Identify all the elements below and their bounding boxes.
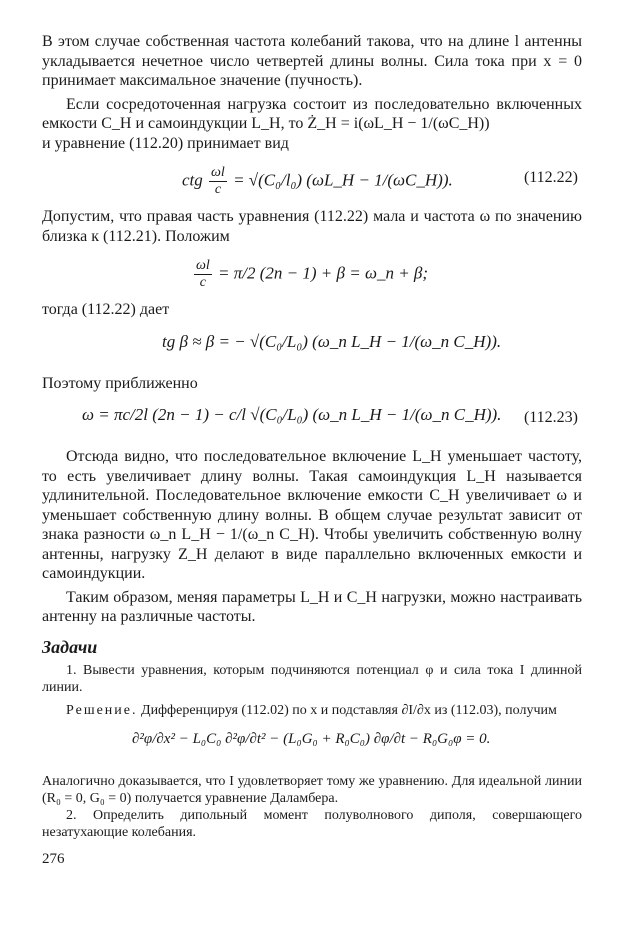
solution-label: Решение. — [66, 702, 138, 718]
paragraph-7: Таким образом, меняя параметры L_H и C_H нагрузки, можно настраивать антенну на различные частоты. — [42, 588, 583, 625]
eq1-label: (112.22) — [523, 169, 578, 186]
equation-omega-l — [42, 250, 582, 296]
page-number: 276 — [42, 850, 65, 867]
eq2-numerator: ωl — [196, 258, 210, 273]
equation-112-23 — [42, 397, 582, 443]
task-2: 2. Определить дипольный момент полуволнового диполя, совершающего незатухающие колебания. — [42, 807, 582, 840]
solution — [42, 702, 582, 719]
paragraph-6: Отсюда видно, что последовательное включение L_H уменьшает частоту, то есть увеличивает длину волны. Такая самоиндукция L_H называется удлинительной. Последовательное включение емкости C_H увеличивает ω и уменьшает собственную длину волны. В общем случае результат зависит от знака разности ω_n L_H − 1/(ω_n C_H). Чтобы увеличить собственную волну антенны, нагрузку Z_H делают в виде параллельно включенных емкости и самоиндукции. — [42, 448, 582, 582]
eq1-numerator: ωl — [211, 165, 225, 180]
paragraph-3: Допустим, что правая часть уравнения (112.22) мала и частота ω по значению близка к (112.21). Положим — [42, 208, 582, 245]
eq2-rhs: = π/2 (2n − 1) + β = ω_n + β; — [218, 263, 429, 283]
eq4-text: ω = πc/2l (2n − 1) − c/l √(C₀/L₀) (ω_n L_H − 1/(ω_n C_H)). — [82, 405, 502, 424]
eq1-denominator: c — [214, 182, 222, 197]
paragraph-4: тогда (112.22) дает — [42, 301, 170, 318]
eq2-denominator: c — [199, 275, 206, 290]
task-1: 1. Вывести уравнения, которым подчиняются потенциал φ и сила тока I длинной линии. — [42, 662, 582, 695]
solution-text: Дифференцируя (112.02) по x и подставляя ∂I/∂x из (112.03), получим — [141, 702, 557, 718]
eq5-text: ∂²φ/∂x² − L₀C₀ ∂²φ/∂t² − (L₀G₀ + R₀C₀) ∂φ/∂t − R₀G₀φ = 0. — [132, 730, 491, 747]
eq3-text: tg β ≈ β = − √(C₀/L₀) (ω_n L_H − 1/(ω_n C_H)). — [162, 331, 502, 351]
paragraph-8: Аналогично доказывается, что I удовлетворяет тому же уравнению. Для идеальной линии (R₀ = 0, G₀ = 0) получается уравнение Даламбера. — [42, 773, 582, 806]
page-body — [42, 32, 582, 868]
paragraph-1: В этом случае собственная частота колебаний такова, что на длине l антенны укладывается нечетное число четвертей длины волны. Сила тока при x = 0 принимает максимальное значение (пучность). — [42, 33, 582, 89]
eq1-ctg: ctg — [182, 170, 203, 190]
paragraph-5: Поэтому приближенно — [42, 374, 198, 392]
eq4-label: (112.23) — [523, 409, 578, 426]
paragraph-2b: и уравнение (112.20) принимает вид — [42, 134, 289, 152]
eq2-fraction — [194, 258, 212, 291]
section-heading: Задачи — [42, 636, 98, 657]
eq1-rhs: = √(C₀/l₀) (ωL_H − 1/(ωC_H)). — [233, 170, 453, 190]
eq1-fraction — [209, 165, 227, 198]
paragraph-2: Если сосредоточенная нагрузка состоит из последовательно включенных емкости C_H и самоиндукции L_H, то Ż_H = i(ωL_H − 1/(ωC_H)) — [42, 95, 582, 132]
equation-112-22 — [42, 157, 582, 203]
equation-telegraph — [42, 723, 582, 769]
equation-tg-beta — [42, 324, 582, 370]
